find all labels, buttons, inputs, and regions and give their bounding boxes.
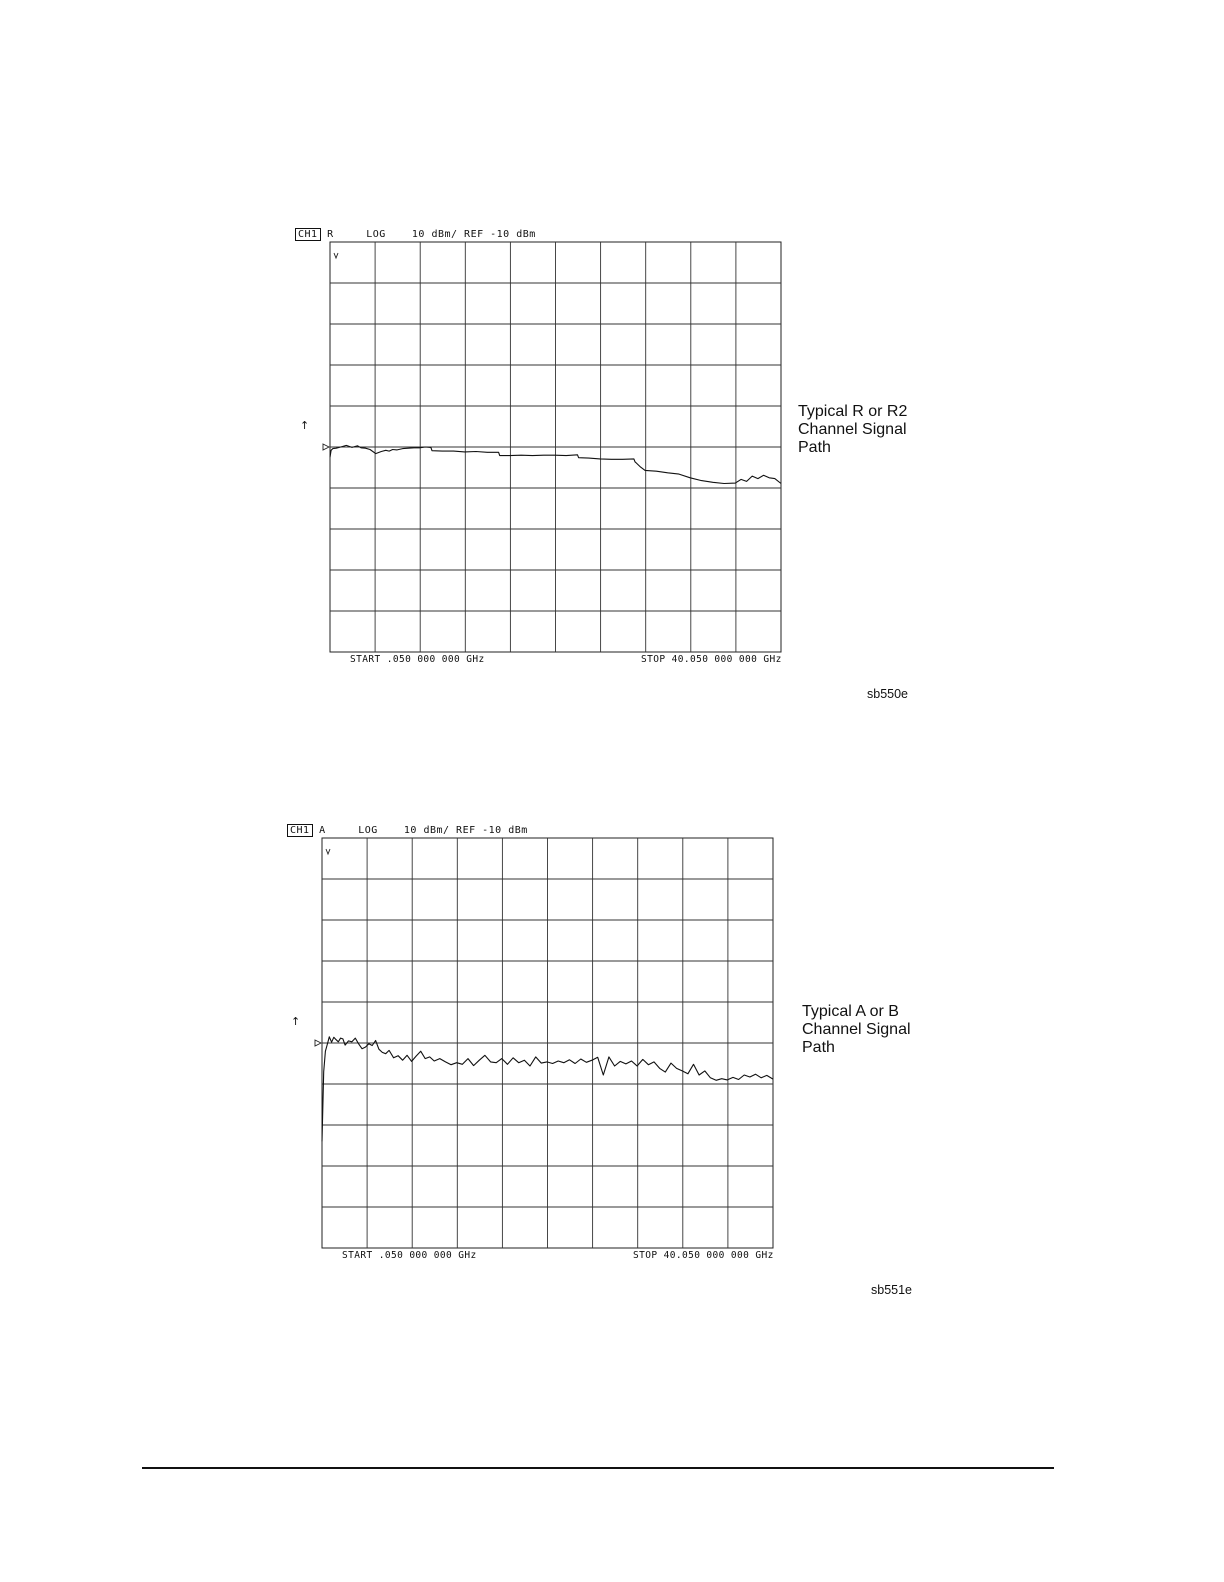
chart2-measurement: A <box>319 825 326 836</box>
chart2-channel-label: CH1 <box>287 824 313 837</box>
chart2-ref-arrow-icon: ↑ <box>291 1015 301 1028</box>
chart2-annotation-line: Channel Signal <box>802 1021 911 1038</box>
footer-divider <box>142 1467 1054 1469</box>
chart2-annotation <box>802 1003 911 1057</box>
chart1-plot <box>320 241 782 653</box>
chart2-format: LOG <box>358 825 378 836</box>
chart2-annotation-line: Path <box>802 1039 835 1056</box>
chart1-stop-label: STOP 40.050 000 000 GHz <box>641 654 782 665</box>
chart2-plot <box>312 837 775 1249</box>
chart2-stop-label: STOP 40.050 000 000 GHz <box>633 1250 774 1261</box>
reference-marker-icon <box>323 444 329 450</box>
chart1-annotation-line: Channel Signal <box>798 421 907 438</box>
chart1-ref-arrow-icon: ↑ <box>300 419 310 432</box>
chart1-measurement: R <box>327 229 334 240</box>
chart1-start-label: START .050 000 000 GHz <box>350 654 485 665</box>
chart2-start-label: START .050 000 000 GHz <box>342 1250 477 1261</box>
reference-marker-icon <box>315 1040 321 1046</box>
chart1-channel-label: CH1 <box>295 228 321 241</box>
chart1-header <box>295 229 536 240</box>
chart1-scale: 10 dBm/ REF -10 dBm <box>411 229 536 240</box>
chart2-header <box>287 825 528 836</box>
active-marker-icon <box>326 849 330 854</box>
chart1-annotation-line: Path <box>798 439 831 456</box>
chart1-figure-id: sb550e <box>867 687 909 701</box>
chart1-annotation <box>798 403 907 457</box>
chart2-annotation-line: Typical A or B <box>802 1003 899 1020</box>
active-marker-icon <box>334 253 338 258</box>
chart2-figure-id: sb551e <box>871 1283 913 1297</box>
chart1-annotation-line: Typical R or R2 <box>798 403 908 420</box>
chart1-format: LOG <box>366 229 386 240</box>
chart2-scale: 10 dBm/ REF -10 dBm <box>403 825 528 836</box>
